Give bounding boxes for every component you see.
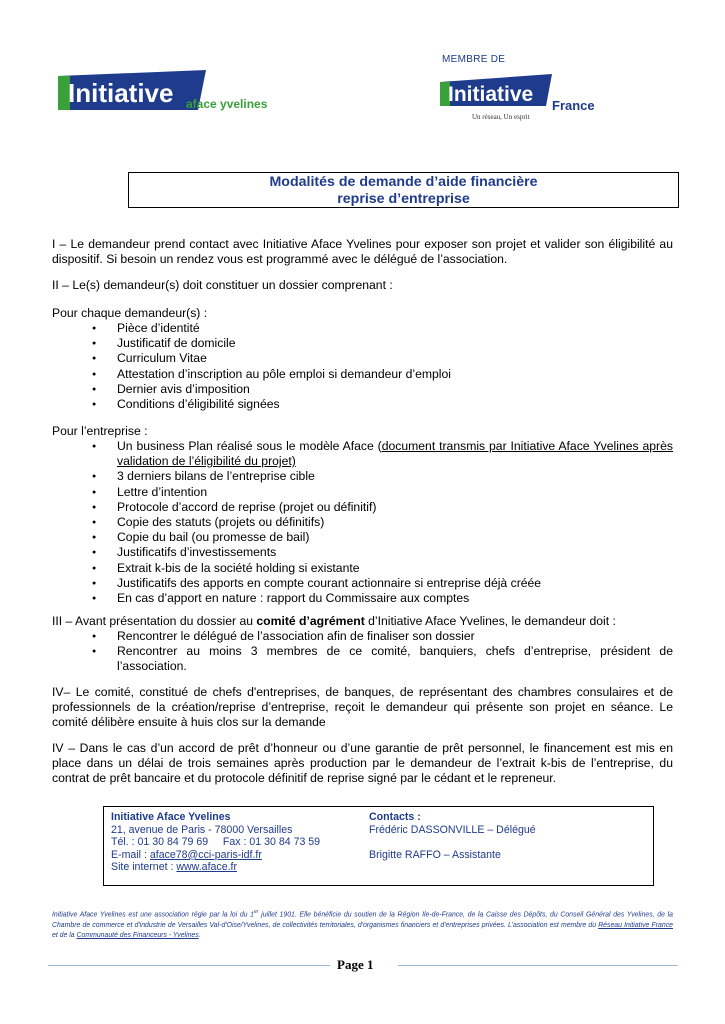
footnote-sup: er bbox=[254, 909, 259, 915]
right-logo-main: Initiative bbox=[448, 83, 534, 106]
footnote-part-1: Initiative Aface Yvelines est une association régie par la loi du 1 bbox=[52, 911, 255, 919]
section-4: IV– Le comité, constitué de chefs d'entreprises, de banques, de représentant des chambres consulaires et de professionnels de la création/reprise d’entreprise, reçoit le demandeur qui présente son projet en séance. Le comité délibère ensuite à huis clos sur la demande bbox=[52, 685, 673, 730]
section-3-suffix: d’Initiative Aface Yvelines, le demandeur doit : bbox=[364, 614, 616, 628]
site-link[interactable]: www.aface.fr bbox=[176, 861, 238, 874]
contact-address-column bbox=[111, 811, 361, 874]
document-title bbox=[128, 172, 679, 208]
list-item: ● Rencontrer le délégué de l’association afin de finaliser son dossier bbox=[52, 629, 673, 644]
page-number: Page 1 bbox=[337, 957, 374, 972]
company-heading: Pour l’entreprise : bbox=[52, 424, 148, 438]
contact-box bbox=[103, 806, 654, 886]
list-item: ● Justificatif de domicile bbox=[52, 336, 451, 351]
section-3-prefix: III – Avant présentation du dossier au bbox=[52, 614, 257, 628]
email-label: E-mail : bbox=[111, 848, 150, 861]
list-item: ● Dernier avis d’imposition bbox=[52, 382, 451, 397]
member-caption: MEMBRE DE bbox=[442, 54, 506, 65]
section-2: II – Le(s) demandeur(s) doit constituer un dossier comprenant : bbox=[52, 278, 393, 292]
company-list bbox=[52, 439, 673, 606]
list-item: ● Rencontrer au moins 3 membres de ce comité, banquiers, chefs d’entreprise, président de l’association. bbox=[52, 644, 673, 674]
initiative-france-logo bbox=[440, 68, 640, 126]
left-logo-main: Initiative bbox=[68, 78, 174, 108]
initiative-aface-yvelines-logo bbox=[58, 66, 308, 116]
list-item: ● Protocole d’accord de reprise (projet ou définitif) bbox=[52, 500, 673, 515]
site-label: Site internet : bbox=[111, 861, 177, 874]
org-site-row bbox=[111, 861, 361, 874]
right-logo-sub: France bbox=[552, 98, 595, 113]
footnote bbox=[52, 907, 673, 942]
page-divider-left bbox=[48, 965, 330, 966]
footnote-link-communaute[interactable]: Communauté des Financeurs - Yvelines bbox=[76, 932, 199, 940]
list-item: ● Pièce d’identité bbox=[52, 321, 451, 336]
contact-2: Brigitte RAFFO – Assistante bbox=[369, 848, 501, 861]
applicant-list bbox=[52, 321, 451, 412]
email-link[interactable]: aface78@cci-paris-idf.fr bbox=[149, 848, 262, 861]
list-item: ● Attestation d’inscription au pôle emploi si demandeur d’emploi bbox=[52, 367, 451, 382]
list-item: ● En cas d’apport en nature : rapport du Commissaire aux comptes bbox=[52, 591, 673, 606]
applicant-heading: Pour chaque demandeur(s) : bbox=[52, 306, 208, 320]
contacts-heading: Contacts : bbox=[369, 811, 421, 823]
right-logo-tagline: Un réseau, Un esprit bbox=[472, 113, 530, 121]
business-plan-text: Un business Plan réalisé sous le modèle Aface ( bbox=[117, 439, 382, 453]
org-phone: Tél. : 01 30 84 79 69 Fax : 01 30 84 73 59 bbox=[111, 836, 321, 849]
page-divider-right bbox=[398, 965, 678, 966]
list-item: ● Lettre d’intention bbox=[52, 485, 673, 500]
list-item: ● Justificatifs d’investissements bbox=[52, 545, 673, 560]
section-5: IV – Dans le cas d’un accord de prêt d’honneur ou d’une garantie de prêt personnel, le financement est mis en place dans un délai de trois semaines après production par le demandeur de l’extrait k-bis de l’entreprise, du contrat de prêt bancaire et du protocole définitif de reprise signé par le cédant et le repreneur. bbox=[52, 741, 673, 786]
section-1: I – Le demandeur prend contact avec Initiative Aface Yvelines pour exposer son projet et valider son éligibilité au dispositif. Si besoin un rendez vous est programmé avec le délégué de l’association. bbox=[52, 237, 673, 267]
list-item: ● Extrait k-bis de la société holding si existante bbox=[52, 561, 673, 576]
footnote-part-2: juillet 1901. Elle bénéficie du soutien de la Région Ile-de-France, de la Caisse des Dépôts, du Conseil Général des Yvelines, de la Chambre de commerce et d'industrie de Versailles Val-d'Oise/Yvelines, de collectivités territoriales, d'organismes financiers et d'entreprises privées. L’association est membre du bbox=[52, 911, 673, 929]
list-item: ● 3 derniers bilans de l’entreprise cible bbox=[52, 469, 673, 484]
list-item bbox=[52, 439, 673, 469]
business-plan-link[interactable]: document transmis par Initiative Aface Yvelines après validation de l’éligibilité du projet) bbox=[117, 439, 673, 469]
footnote-part-3: et de la bbox=[52, 932, 77, 940]
org-email-row bbox=[111, 849, 361, 862]
list-item: ● Copie des statuts (projets ou définitifs) bbox=[52, 515, 673, 530]
contact-people-column bbox=[369, 811, 649, 861]
title-line-1: Modalités de demande d’aide financière bbox=[269, 174, 538, 190]
title-line-2: reprise d’entreprise bbox=[337, 191, 470, 207]
footnote-link-reseau[interactable]: Réseau Initiative France bbox=[598, 921, 673, 929]
list-item: ● Conditions d’éligibilité signées bbox=[52, 397, 451, 412]
left-logo-sub: aface yvelines bbox=[186, 97, 268, 111]
section-3-bold: comité d’agrément bbox=[256, 614, 365, 628]
section-3 bbox=[52, 614, 616, 629]
section-3-list bbox=[52, 629, 673, 675]
contact-1: Frédéric DASSONVILLE – Délégué bbox=[369, 823, 536, 836]
footnote-part-4: . bbox=[198, 932, 201, 940]
org-name: Initiative Aface Yvelines bbox=[111, 811, 231, 823]
list-item: ● Curriculum Vitae bbox=[52, 351, 451, 366]
list-item: ● Copie du bail (ou promesse de bail) bbox=[52, 530, 673, 545]
list-item: ● Justificatifs des apports en compte courant actionnaire si entreprise déjà créée bbox=[52, 576, 673, 591]
org-address: 21, avenue de Paris - 78000 Versailles bbox=[111, 823, 293, 836]
